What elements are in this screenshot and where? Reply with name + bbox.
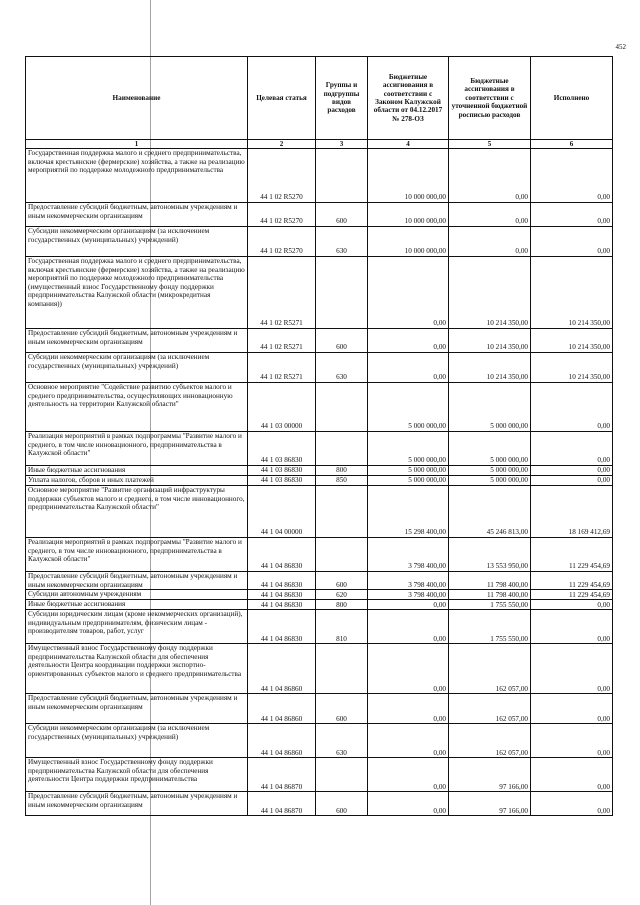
- row-name-cell: Предоставление субсидий бюджетным, автономным учреждениям и иным некоммерческим организациям: [26, 694, 248, 724]
- row-name-cell: Государственная поддержка малого и среднего предпринимательства, включая крестьянские (фермерские) хозяйства, а также на реализацию мероприятий по поддержке молодежного предпринимательства (имущественный взнос Государственному фонду поддержки предпринимательства Калужской области (микрокредитная компания)): [26, 257, 248, 329]
- table-row: [26, 694, 613, 724]
- row-expense-group-cell: [316, 432, 368, 466]
- row-refined-allocation-cell: 97 166,00: [449, 758, 531, 792]
- row-law-allocation-cell: 10 000 000,00: [368, 203, 449, 227]
- row-executed-cell: 0,00: [531, 466, 613, 476]
- column-number: 3: [316, 140, 368, 149]
- row-executed-cell: 0,00: [531, 644, 613, 694]
- table-row: [26, 486, 613, 538]
- row-refined-allocation-cell: 5 000 000,00: [449, 432, 531, 466]
- row-refined-allocation-cell: 45 246 813,00: [449, 486, 531, 538]
- row-expense-group-cell: 600: [316, 329, 368, 353]
- row-name-cell: Основное мероприятие "Содействие развитию субъектов малого и среднего предпринимательства, осуществляющих инновационную деятельность на территории Калужской области": [26, 383, 248, 432]
- row-target-article-cell: 44 1 04 86860: [248, 724, 316, 758]
- row-name-cell: Субсидии некоммерческим организациям (за исключением государственных (муниципальных) учреждений): [26, 227, 248, 257]
- row-refined-allocation-cell: 5 000 000,00: [449, 476, 531, 486]
- row-target-article-cell: 44 1 02 R5271: [248, 353, 316, 383]
- row-expense-group-cell: 630: [316, 353, 368, 383]
- header-refined-allocation: Бюджетные ассигнования в соответствии с уточненной бюджетной росписью расходов: [449, 57, 531, 140]
- row-executed-cell: 0,00: [531, 227, 613, 257]
- row-target-article-cell: 44 1 04 86830: [248, 610, 316, 644]
- row-target-article-cell: 44 1 03 86830: [248, 432, 316, 466]
- row-expense-group-cell: [316, 538, 368, 572]
- row-law-allocation-cell: 3 798 400,00: [368, 538, 449, 572]
- row-refined-allocation-cell: 10 214 350,00: [449, 329, 531, 353]
- row-expense-group-cell: 600: [316, 572, 368, 590]
- row-law-allocation-cell: 0,00: [368, 644, 449, 694]
- row-executed-cell: 0,00: [531, 383, 613, 432]
- row-refined-allocation-cell: 5 000 000,00: [449, 383, 531, 432]
- table-row: [26, 476, 613, 486]
- table-row: [26, 724, 613, 758]
- row-executed-cell: 0,00: [531, 610, 613, 644]
- row-target-article-cell: 44 1 04 86830: [248, 590, 316, 600]
- row-executed-cell: 10 214 350,00: [531, 257, 613, 329]
- table-row: [26, 466, 613, 476]
- column-number: 5: [449, 140, 531, 149]
- row-refined-allocation-cell: 10 214 350,00: [449, 257, 531, 329]
- header-expense-group: Группы и подгруппы видов расходов: [316, 57, 368, 140]
- row-executed-cell: 0,00: [531, 432, 613, 466]
- row-executed-cell: 0,00: [531, 149, 613, 203]
- budget-table: [25, 56, 613, 816]
- row-expense-group-cell: 620: [316, 590, 368, 600]
- row-law-allocation-cell: 0,00: [368, 694, 449, 724]
- row-name-cell: Предоставление субсидий бюджетным, автономным учреждениям и иным некоммерческим организациям: [26, 792, 248, 816]
- row-law-allocation-cell: 5 000 000,00: [368, 476, 449, 486]
- row-executed-cell: 11 229 454,69: [531, 538, 613, 572]
- column-number: 1: [26, 140, 248, 149]
- row-refined-allocation-cell: 1 755 550,00: [449, 600, 531, 610]
- row-name-cell: Предоставление субсидий бюджетным, автономным учреждениям и иным некоммерческим организациям: [26, 203, 248, 227]
- row-refined-allocation-cell: 5 000 000,00: [449, 466, 531, 476]
- row-executed-cell: 10 214 350,00: [531, 329, 613, 353]
- row-name-cell: Предоставление субсидий бюджетным, автономным учреждениям и иным некоммерческим организациям: [26, 329, 248, 353]
- row-refined-allocation-cell: 162 057,00: [449, 724, 531, 758]
- row-name-cell: Реализация мероприятий в рамках подпрограммы "Развитие малого и среднего, в том числе инновационного, предпринимательства в Калужской области": [26, 432, 248, 466]
- table-row: [26, 383, 613, 432]
- row-law-allocation-cell: 0,00: [368, 610, 449, 644]
- row-target-article-cell: 44 1 04 86870: [248, 758, 316, 792]
- row-target-article-cell: 44 1 04 86830: [248, 572, 316, 590]
- row-expense-group-cell: 630: [316, 227, 368, 257]
- row-expense-group-cell: 600: [316, 792, 368, 816]
- table-row: [26, 203, 613, 227]
- row-refined-allocation-cell: 162 057,00: [449, 694, 531, 724]
- table-row: [26, 149, 613, 203]
- row-name-cell: Субсидии некоммерческим организациям (за исключением государственных (муниципальных) учреждений): [26, 724, 248, 758]
- row-executed-cell: 0,00: [531, 600, 613, 610]
- row-executed-cell: 0,00: [531, 203, 613, 227]
- row-expense-group-cell: [316, 257, 368, 329]
- row-expense-group-cell: 630: [316, 724, 368, 758]
- table-row: [26, 329, 613, 353]
- row-executed-cell: 10 214 350,00: [531, 353, 613, 383]
- row-refined-allocation-cell: 1 755 550,00: [449, 610, 531, 644]
- row-refined-allocation-cell: 0,00: [449, 149, 531, 203]
- row-executed-cell: 0,00: [531, 792, 613, 816]
- page-number: 452: [615, 43, 626, 51]
- row-law-allocation-cell: 3 798 400,00: [368, 590, 449, 600]
- row-target-article-cell: 44 1 04 86870: [248, 792, 316, 816]
- row-target-article-cell: 44 1 04 86860: [248, 694, 316, 724]
- column-number: 4: [368, 140, 449, 149]
- row-law-allocation-cell: 3 798 400,00: [368, 572, 449, 590]
- table-row: [26, 590, 613, 600]
- row-expense-group-cell: [316, 149, 368, 203]
- row-executed-cell: 11 229 454,69: [531, 590, 613, 600]
- row-target-article-cell: 44 1 04 86830: [248, 600, 316, 610]
- row-name-cell: Субсидии некоммерческим организациям (за исключением государственных (муниципальных) учреждений): [26, 353, 248, 383]
- row-refined-allocation-cell: 11 798 400,00: [449, 572, 531, 590]
- table-row: [26, 792, 613, 816]
- row-law-allocation-cell: 5 000 000,00: [368, 383, 449, 432]
- row-executed-cell: 0,00: [531, 758, 613, 792]
- row-name-cell: Имущественный взнос Государственному фонду поддержки предпринимательства Калужской области для обеспечения деятельности Центра координации поддержки экспортно-ориентированных субъектов малого и среднего предпринимательства: [26, 644, 248, 694]
- table-row: [26, 538, 613, 572]
- row-refined-allocation-cell: 0,00: [449, 227, 531, 257]
- row-executed-cell: 0,00: [531, 694, 613, 724]
- row-refined-allocation-cell: 97 166,00: [449, 792, 531, 816]
- row-executed-cell: 0,00: [531, 724, 613, 758]
- row-expense-group-cell: 850: [316, 476, 368, 486]
- header-name: Наименование: [26, 57, 248, 140]
- row-target-article-cell: 44 1 02 R5271: [248, 257, 316, 329]
- table-row: [26, 572, 613, 590]
- row-expense-group-cell: 800: [316, 600, 368, 610]
- row-target-article-cell: 44 1 04 86860: [248, 644, 316, 694]
- row-name-cell: Субсидии автономным учреждениям: [26, 590, 248, 600]
- row-name-cell: Основное мероприятие "Развитие организаций инфраструктуры поддержки субъектов малого и среднего, в том числе инновационного, предпринимательства Калужской области": [26, 486, 248, 538]
- row-expense-group-cell: [316, 644, 368, 694]
- row-name-cell: Государственная поддержка малого и среднего предпринимательства, включая крестьянские (фермерские) хозяйства, а также на реализацию мероприятий по поддержке молодежного предпринимательства: [26, 149, 248, 203]
- row-executed-cell: 11 229 454,69: [531, 572, 613, 590]
- row-name-cell: Имущественный взнос Государственному фонду поддержки предпринимательства Калужской области для обеспечения деятельности Центра поддержки предпринимательства: [26, 758, 248, 792]
- table-row: [26, 227, 613, 257]
- row-target-article-cell: 44 1 03 00000: [248, 383, 316, 432]
- row-law-allocation-cell: 0,00: [368, 329, 449, 353]
- row-target-article-cell: 44 1 04 86830: [248, 538, 316, 572]
- table-row: [26, 758, 613, 792]
- row-name-cell: Иные бюджетные ассигнования: [26, 600, 248, 610]
- header-target-article: Целевая статья: [248, 57, 316, 140]
- header-law-allocation: Бюджетные ассигнования в соответствии с Законом Калужской области от 04.12.2017 № 278-ОЗ: [368, 57, 449, 140]
- row-refined-allocation-cell: 0,00: [449, 203, 531, 227]
- row-refined-allocation-cell: 10 214 350,00: [449, 353, 531, 383]
- table-row: [26, 600, 613, 610]
- table-row: [26, 432, 613, 466]
- row-target-article-cell: 44 1 02 R5270: [248, 203, 316, 227]
- row-law-allocation-cell: 0,00: [368, 353, 449, 383]
- table-row: [26, 257, 613, 329]
- row-target-article-cell: 44 1 02 R5271: [248, 329, 316, 353]
- row-target-article-cell: 44 1 03 86830: [248, 466, 316, 476]
- row-expense-group-cell: 600: [316, 694, 368, 724]
- row-target-article-cell: 44 1 02 R5270: [248, 227, 316, 257]
- row-law-allocation-cell: 5 000 000,00: [368, 432, 449, 466]
- row-refined-allocation-cell: 13 553 950,00: [449, 538, 531, 572]
- row-expense-group-cell: 800: [316, 466, 368, 476]
- table-header-row: [26, 57, 613, 140]
- table-row: [26, 353, 613, 383]
- row-law-allocation-cell: 15 298 400,00: [368, 486, 449, 538]
- row-law-allocation-cell: 0,00: [368, 758, 449, 792]
- row-expense-group-cell: [316, 486, 368, 538]
- column-number: 6: [531, 140, 613, 149]
- row-name-cell: Уплата налогов, сборов и иных платежей: [26, 476, 248, 486]
- row-expense-group-cell: 810: [316, 610, 368, 644]
- row-refined-allocation-cell: 11 798 400,00: [449, 590, 531, 600]
- column-number: 2: [248, 140, 316, 149]
- row-law-allocation-cell: 0,00: [368, 724, 449, 758]
- row-name-cell: Иные бюджетные ассигнования: [26, 466, 248, 476]
- row-expense-group-cell: [316, 383, 368, 432]
- column-number-row: [26, 140, 613, 149]
- row-refined-allocation-cell: 162 057,00: [449, 644, 531, 694]
- row-law-allocation-cell: 10 000 000,00: [368, 149, 449, 203]
- row-name-cell: Предоставление субсидий бюджетным, автономным учреждениям и иным некоммерческим организациям: [26, 572, 248, 590]
- row-target-article-cell: 44 1 02 R5270: [248, 149, 316, 203]
- row-law-allocation-cell: 5 000 000,00: [368, 466, 449, 476]
- header-executed: Исполнено: [531, 57, 613, 140]
- row-executed-cell: 18 169 412,69: [531, 486, 613, 538]
- row-name-cell: Субсидии юридическим лицам (кроме некоммерческих организаций), индивидуальным предпринимателям, физическим лицам - производителям товаров, работ, услуг: [26, 610, 248, 644]
- row-name-cell: Реализация мероприятий в рамках подпрограммы "Развитие малого и среднего, в том числе инновационного, предпринимательства в Калужской области": [26, 538, 248, 572]
- row-target-article-cell: 44 1 04 00000: [248, 486, 316, 538]
- row-law-allocation-cell: 10 000 000,00: [368, 227, 449, 257]
- table-row: [26, 610, 613, 644]
- row-law-allocation-cell: 0,00: [368, 792, 449, 816]
- row-expense-group-cell: 600: [316, 203, 368, 227]
- row-expense-group-cell: [316, 758, 368, 792]
- row-law-allocation-cell: 0,00: [368, 600, 449, 610]
- row-law-allocation-cell: 0,00: [368, 257, 449, 329]
- table-row: [26, 644, 613, 694]
- row-target-article-cell: 44 1 03 86830: [248, 476, 316, 486]
- row-executed-cell: 0,00: [531, 476, 613, 486]
